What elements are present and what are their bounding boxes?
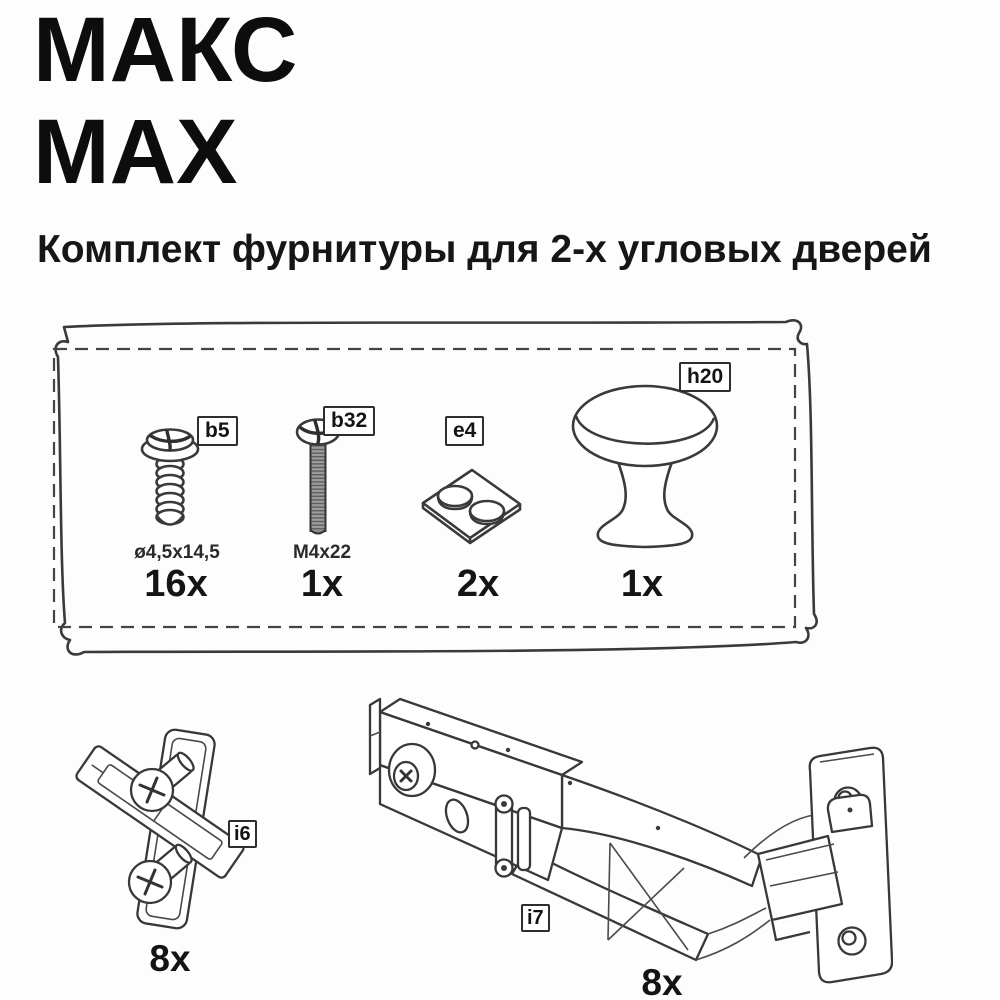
part-code-badge-h20: h20 [679,362,731,392]
part-dimension-b5: ø4,5x14,5 [134,542,220,563]
machine-screw-icon [297,420,339,534]
part-code-badge-b5: b5 [197,416,238,446]
flange-screw-icon [142,430,198,525]
part-qty-e4: 2x [456,563,500,605]
page-subtitle: Комплект фурнитуры для 2-х угловых дверей [37,228,932,271]
round-knob-icon [573,386,717,547]
part-qty-b32: 1x [300,563,344,605]
part-qty-i6: 8x [149,938,191,979]
part-qty-i7: 8x [641,962,683,1000]
part-code-badge-b32: b32 [323,406,375,436]
corner-hinge-icon [358,688,893,996]
page-title-russian: МАКС [33,0,298,101]
page-title-latin: MAX [33,101,238,203]
part-dimension-b32: M4x22 [292,542,352,563]
part-qty-b5: 16x [144,563,208,605]
part-qty-h20: 1x [620,563,664,605]
part-code-badge-e4: e4 [445,416,484,446]
cover-caps-icon [423,470,520,543]
part-code-badge-i7: i7 [521,904,550,932]
part-code-badge-i6: i6 [228,820,257,848]
